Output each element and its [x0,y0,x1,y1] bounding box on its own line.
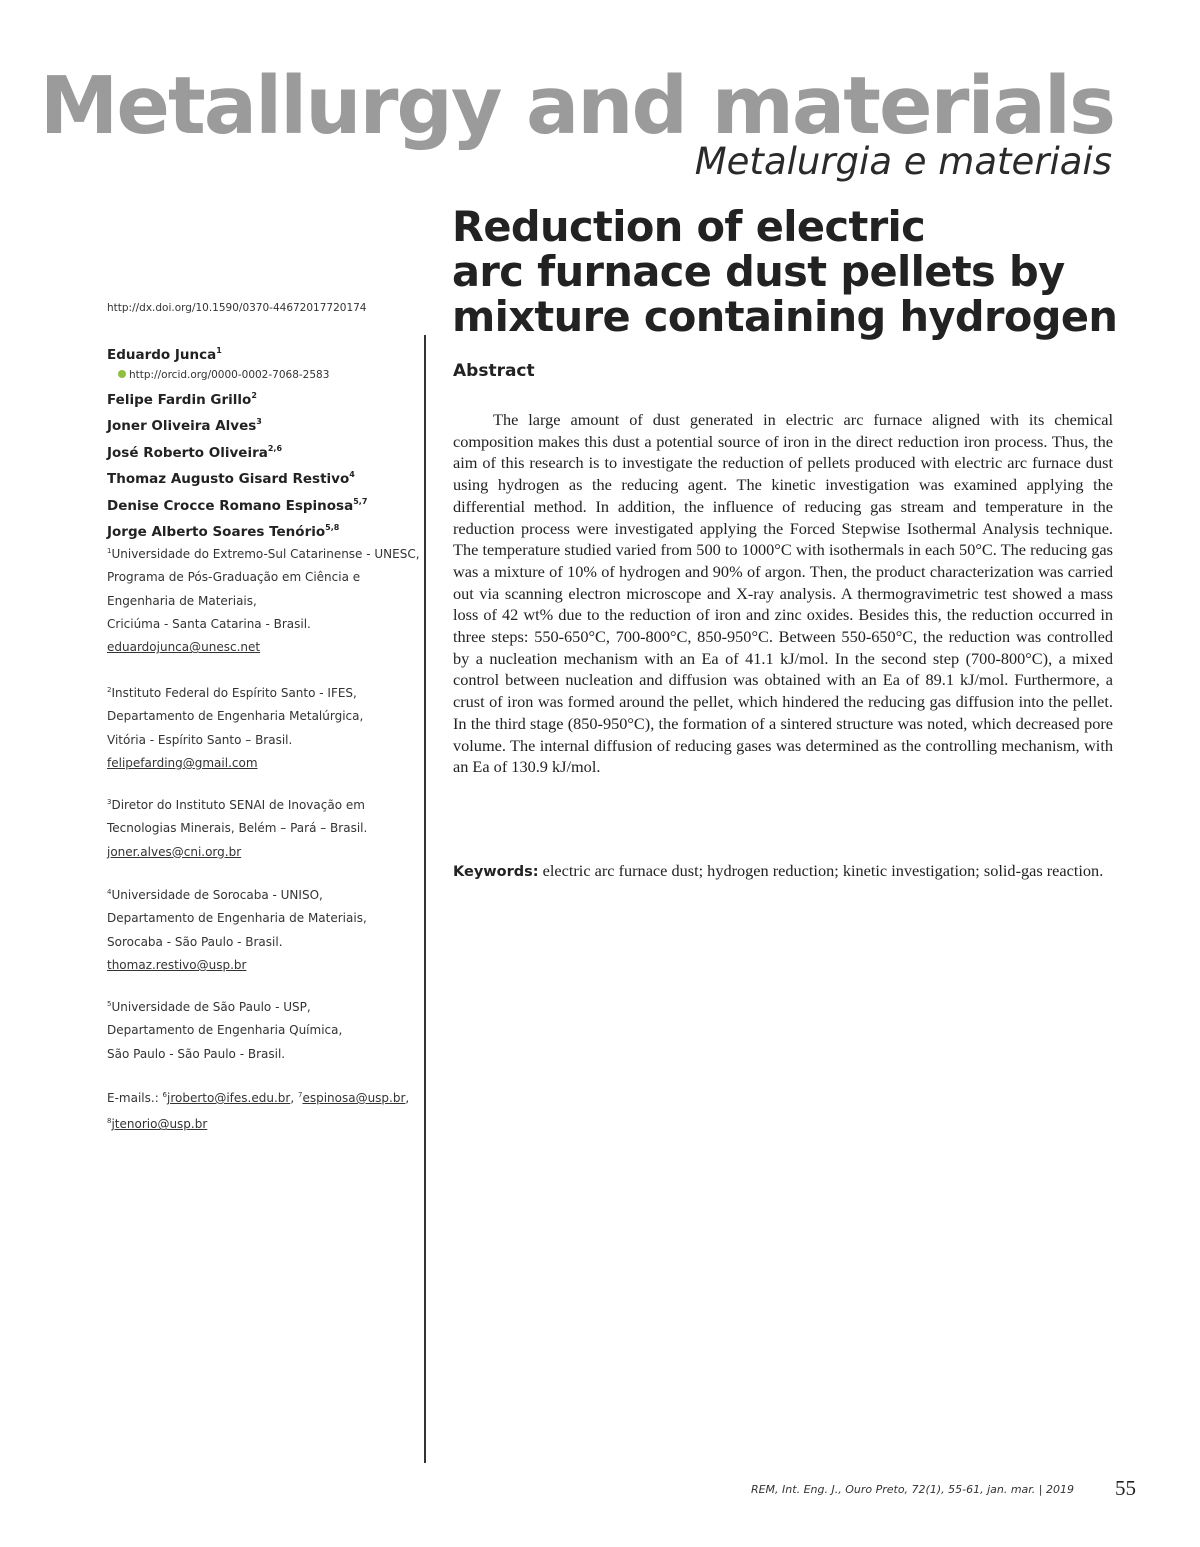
keywords-label: Keywords: [453,864,539,880]
keywords [453,860,1113,884]
affiliation-3: $^3$Diretor do Instituto SENAI de Inovação em Tecnologias Minerais, Belém – Pará – Brasil. joner.alves@cni.org.br [107,791,422,864]
affiliation-2: $^2$Instituto Federal do Espírito Santo - IFES, Departamento de Engenharia Metalúrgica, Vitória - Espírito Santo – Brasil. felipefarding@gmail.com [107,679,422,775]
column-divider [424,335,426,1463]
email-link[interactable]: jroberto@ifes.edu.br [167,1091,291,1105]
abstract-heading: Abstract [453,361,535,381]
author-name: José Roberto Oliveira$^{2,6}$ [107,443,283,461]
author-name: Jorge Alberto Soares Tenório$^{5,8}$ [107,523,340,540]
author-name: Thomaz Augusto Gisard Restivo$^4$ [107,470,355,487]
author-name: Eduardo Junca$^1$ [107,346,222,363]
journal-section-subtitle: Metalurgia e materiais [694,140,1112,183]
author-name: Denise Crocce Romano Espinosa$^{5,7}$ [107,496,368,514]
affiliation-5: $^5$Universidade de São Paulo - USP, Departamento de Engenharia Química, São Paulo - São Paulo - Brasil. [107,1000,343,1061]
affiliation-email[interactable]: felipefarding@gmail.com [107,755,258,770]
author-name: Felipe Fardin Grillo$^2$ [107,390,257,408]
orcid-icon [118,370,126,378]
extra-emails: E-mails.: $^6$jroberto@ifes.edu.br, $^7$espinosa@usp.br, $^8$jtenorio@usp.br [107,1091,410,1132]
orcid-link[interactable]: http://orcid.org/0000-0002-7068-2583 [107,365,417,385]
article-title-line: arc furnace dust pellets by [452,247,1065,296]
keywords-list: electric arc furnace dust; hydrogen reduction; kinetic investigation; solid-gas reaction. [538,861,1104,880]
affiliation-email[interactable]: joner.alves@cni.org.br [107,844,242,859]
footer-citation: REM, Int. Eng. J., Ouro Preto, 72(1), 55-61, jan. mar. | 2019 [750,1483,1074,1496]
journal-section-title: Metallurgy and materials [39,60,1114,152]
abstract-body: The large amount of dust generated in electric arc furnace aligned with its chemical composition makes this dust a potential source of iron in the direct reduction iron process. Thus, the aim of this research is to investigate the reduction of pellets produced with electric arc furnace dust using hydrogen as the reducing agent. The kinetic investigation was examined applying the differential method. In addition, the influence of reducing gas stream and temperature in the reduction process were investigated applying the Forced Stepwise Isothermal Analysis technique. The temperature studied varied from 500 to 1000°C with isothermals in each 50°C. The reducing gas was a mixture of 10% of hydrogen and 90% of argon. Then, the product characterization was carried out via scanning electron microscope and X-ray analysis. A thermogravimetric test showed a mass loss of 42 wt% due to the reduction of iron and zinc oxides. Besides this, the reduction occurred in three steps: 550-650°C, 700-800°C, 850-950°C. Between 550-650°C, the reduction was controlled by a nucleation mechanism with an Ea of 41.1 kJ/mol. In the second step (700-800°C), a mixed control between nucleation and diffusion was obtained with an Ea of 89.1 kJ/mol. Furthermore, a crust of iron was formed around the pellet, which hindered the reducing gas diffusion into the pellet. In the third stage (850-950°C), the formation of a sintered structure was noted, which decreased pore volume. The internal diffusion of reducing gases was determined as the controlling mechanism, with an Ea of 130.9 kJ/mol. [453,410,1113,777]
email-link[interactable]: espinosa@usp.br [302,1091,406,1105]
article-title-line: Reduction of electric [452,202,926,251]
article-title-line: mixture containing hydrogen [452,292,1118,341]
doi-link[interactable]: http://dx.doi.org/10.1590/0370-44672017720174 [107,302,367,314]
article-title [452,204,1152,339]
email-link[interactable]: jtenorio@usp.br [111,1117,208,1132]
affiliation-email[interactable]: eduardojunca@unesc.net [107,640,261,655]
affiliation-1: $^1$Universidade do Extremo-Sul Catarinense - UNESC, Programa de Pós-Graduação em Ciência e Engenharia de Materiais, Criciúma - Santa Catarina - Brasil. eduardojunca@unesc.net [107,540,422,659]
author-list [107,340,417,544]
affiliation-4: $^4$Universidade de Sorocaba - UNISO, Departamento de Engenharia de Materiais, Sorocaba - São Paulo - Brasil. thomaz.restivo@usp.br [107,881,422,977]
affiliation-email[interactable]: thomaz.restivo@usp.br [107,957,247,972]
author-name: Joner Oliveira Alves$^3$ [107,417,262,434]
page-number: 55 [1115,1476,1136,1500]
